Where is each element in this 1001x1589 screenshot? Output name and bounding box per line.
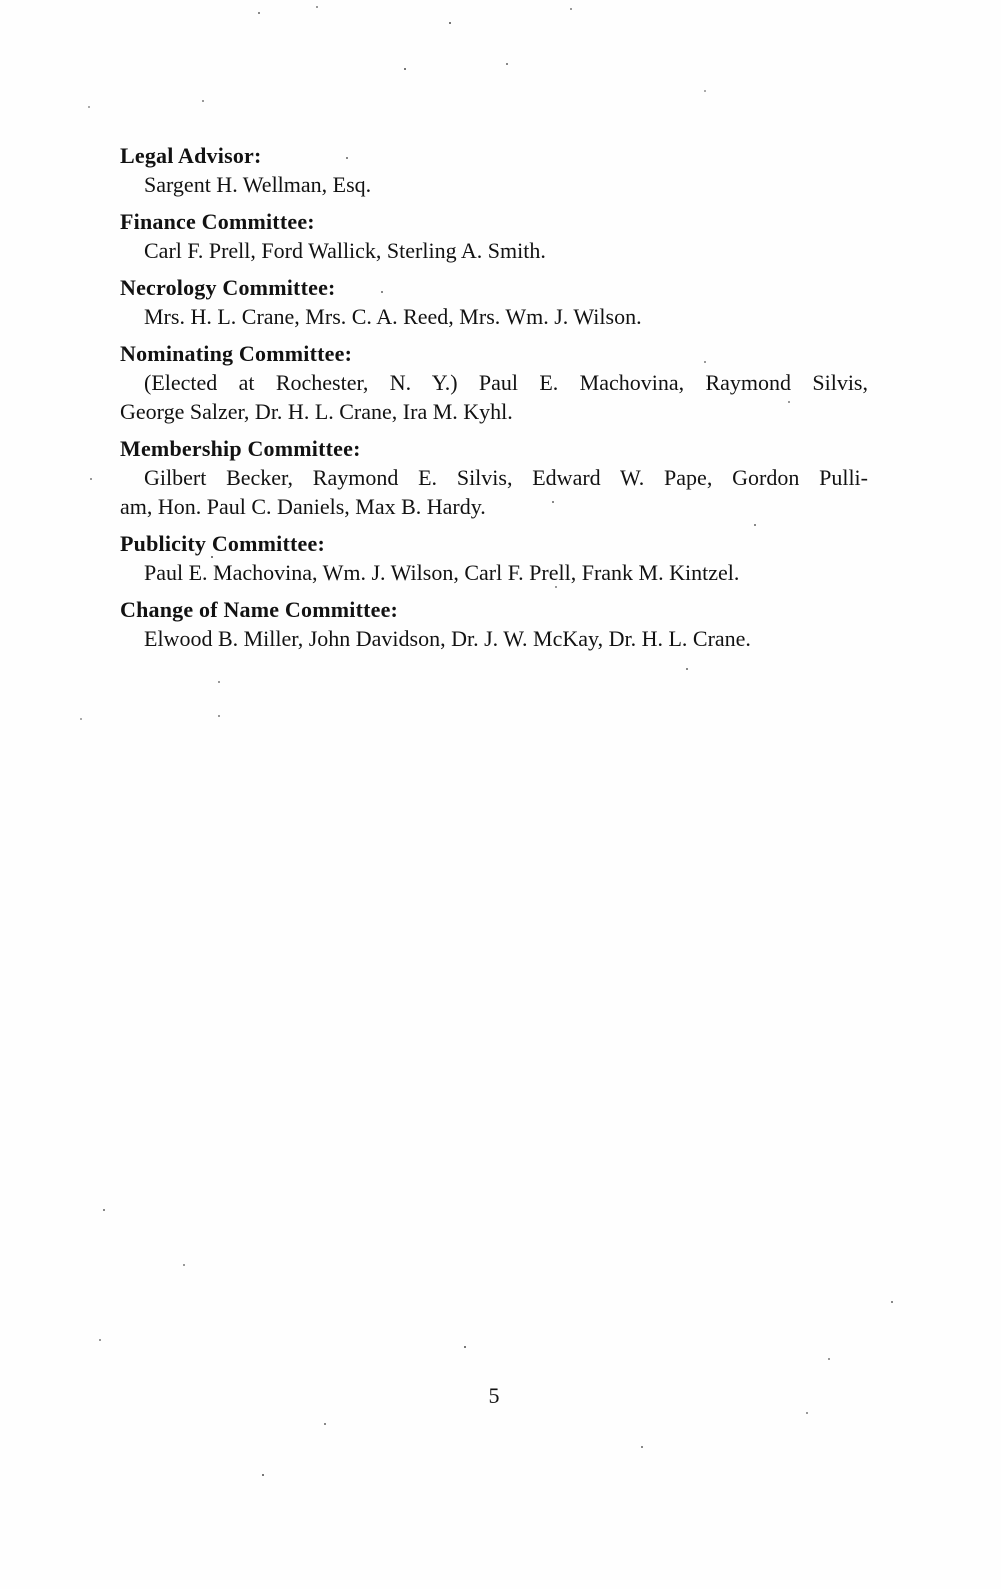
section-line: Elwood B. Miller, John Davidson, Dr. J. W. McKay, Dr. H. L. Crane. (144, 626, 751, 651)
section-line: Sargent H. Wellman, Esq. (144, 172, 372, 197)
section-heading: Necrology Committee: (120, 275, 336, 300)
section-line: Gilbert Becker, Raymond E. Silvis, Edward W. Pape, Gordon Pulli- (144, 465, 868, 490)
section-lines (120, 302, 868, 331)
section-line: am, Hon. Paul C. Daniels, Max B. Hardy. (120, 494, 486, 519)
section-heading: Publicity Committee: (120, 531, 325, 556)
section-line: (Elected at Rochester, N. Y.) Paul E. Machovina, Raymond Silvis, (144, 370, 868, 395)
section-line: Mrs. H. L. Crane, Mrs. C. A. Reed, Mrs. Wm. J. Wilson. (144, 304, 642, 329)
committee-section (120, 434, 868, 521)
committee-list (120, 141, 868, 661)
section-lines (120, 368, 868, 426)
section-line: Carl F. Prell, Ford Wallick, Sterling A. Smith. (144, 238, 546, 263)
committee-section (120, 595, 868, 653)
section-lines (120, 236, 868, 265)
committee-section (120, 141, 868, 199)
committee-section (120, 529, 868, 587)
page-number: 5 (488, 1383, 500, 1408)
section-heading: Change of Name Committee: (120, 597, 399, 622)
section-line: Paul E. Machovina, Wm. J. Wilson, Carl F. Prell, Frank M. Kintzel. (144, 560, 740, 585)
section-lines (120, 463, 868, 521)
scan-noise-speckles (0, 0, 2, 2)
section-lines (120, 170, 868, 199)
section-heading: Legal Advisor: (120, 143, 262, 168)
committee-section (120, 207, 868, 265)
section-heading: Membership Committee: (120, 436, 361, 461)
section-line: George Salzer, Dr. H. L. Crane, Ira M. Kyhl. (120, 399, 513, 424)
committee-section (120, 339, 868, 426)
section-lines (120, 558, 868, 587)
section-heading: Nominating Committee: (120, 341, 353, 366)
section-lines (120, 624, 868, 653)
section-heading: Finance Committee: (120, 209, 315, 234)
committee-section (120, 273, 868, 331)
